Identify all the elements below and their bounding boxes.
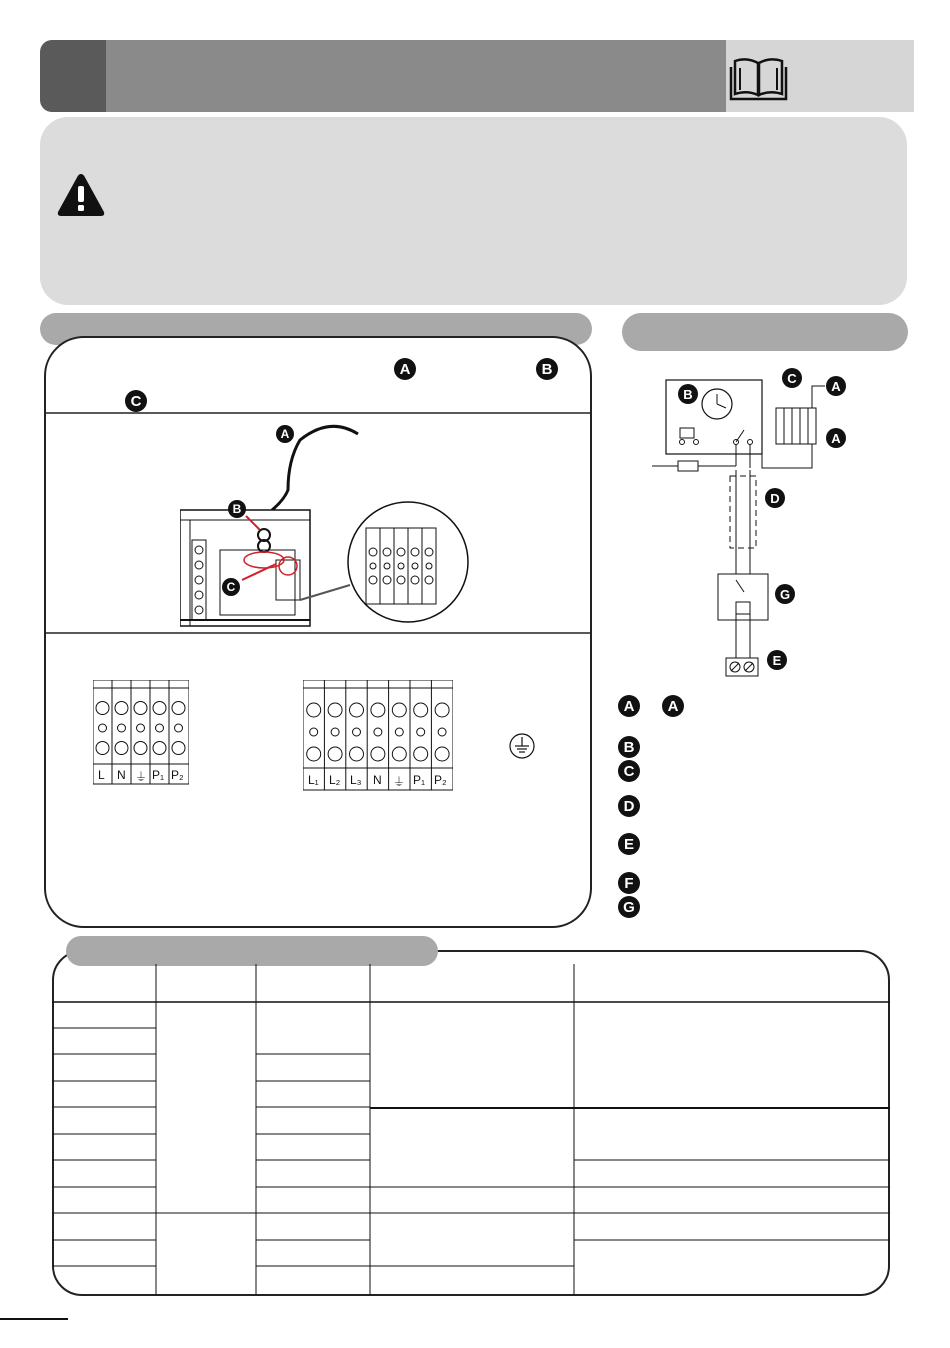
device-badge-a: A xyxy=(276,425,294,443)
footer-rule xyxy=(0,1318,68,1320)
legend-badge-b: B xyxy=(618,736,640,758)
badge-a: A xyxy=(394,358,416,380)
terminal-label: P₂ xyxy=(434,773,447,787)
terminal-label: L₁ xyxy=(308,773,319,787)
diagram-badge-c: C xyxy=(782,368,802,388)
legend-badge-f: F xyxy=(618,872,640,894)
legend-badge-e: E xyxy=(618,833,640,855)
wiring-diagram xyxy=(640,360,870,690)
device-badge-b: B xyxy=(228,500,246,518)
terminal-label: N xyxy=(373,773,382,787)
badge-b: B xyxy=(536,358,558,380)
badge-c: C xyxy=(125,390,147,412)
section-number-tab xyxy=(40,40,106,112)
terminal-label: L₃ xyxy=(350,773,362,787)
terminal-label: P₁ xyxy=(152,768,165,782)
diagram-badge-g: G xyxy=(775,584,795,604)
warning-icon xyxy=(56,172,106,218)
header-icon-area xyxy=(726,40,914,112)
terminal-block-single-phase xyxy=(93,680,189,786)
legend-badge-a1: A xyxy=(618,695,640,717)
terminal-label: ⏚ xyxy=(135,770,148,784)
header-title-bar xyxy=(106,40,726,112)
diagram-badge-e: E xyxy=(767,650,787,670)
diagram-badge-b: B xyxy=(678,384,698,404)
terminal-label: ⏚ xyxy=(393,775,406,789)
device-illustration xyxy=(180,420,470,630)
diagram-badge-a2: A xyxy=(826,428,846,448)
device-badge-c: C xyxy=(222,578,240,596)
legend-badge-d: D xyxy=(618,795,640,817)
diagram-badge-d: D xyxy=(765,488,785,508)
warning-panel xyxy=(40,117,907,305)
legend-badge-g: G xyxy=(618,896,640,918)
spec-table-grid xyxy=(52,950,890,1296)
legend-badge-a2: A xyxy=(662,695,684,717)
section-bar-diagram xyxy=(622,313,908,351)
terminal-label: L xyxy=(98,768,105,782)
diagram-badge-a1: A xyxy=(826,376,846,396)
terminal-label: N xyxy=(117,768,126,782)
book-icon xyxy=(729,53,789,101)
terminal-label: L₂ xyxy=(329,773,341,787)
earth-ground-icon xyxy=(508,732,536,760)
terminal-label: P₁ xyxy=(413,773,426,787)
legend-badge-c: C xyxy=(618,760,640,782)
terminal-label: P₂ xyxy=(171,768,184,782)
terminal-block-three-phase xyxy=(303,680,453,800)
